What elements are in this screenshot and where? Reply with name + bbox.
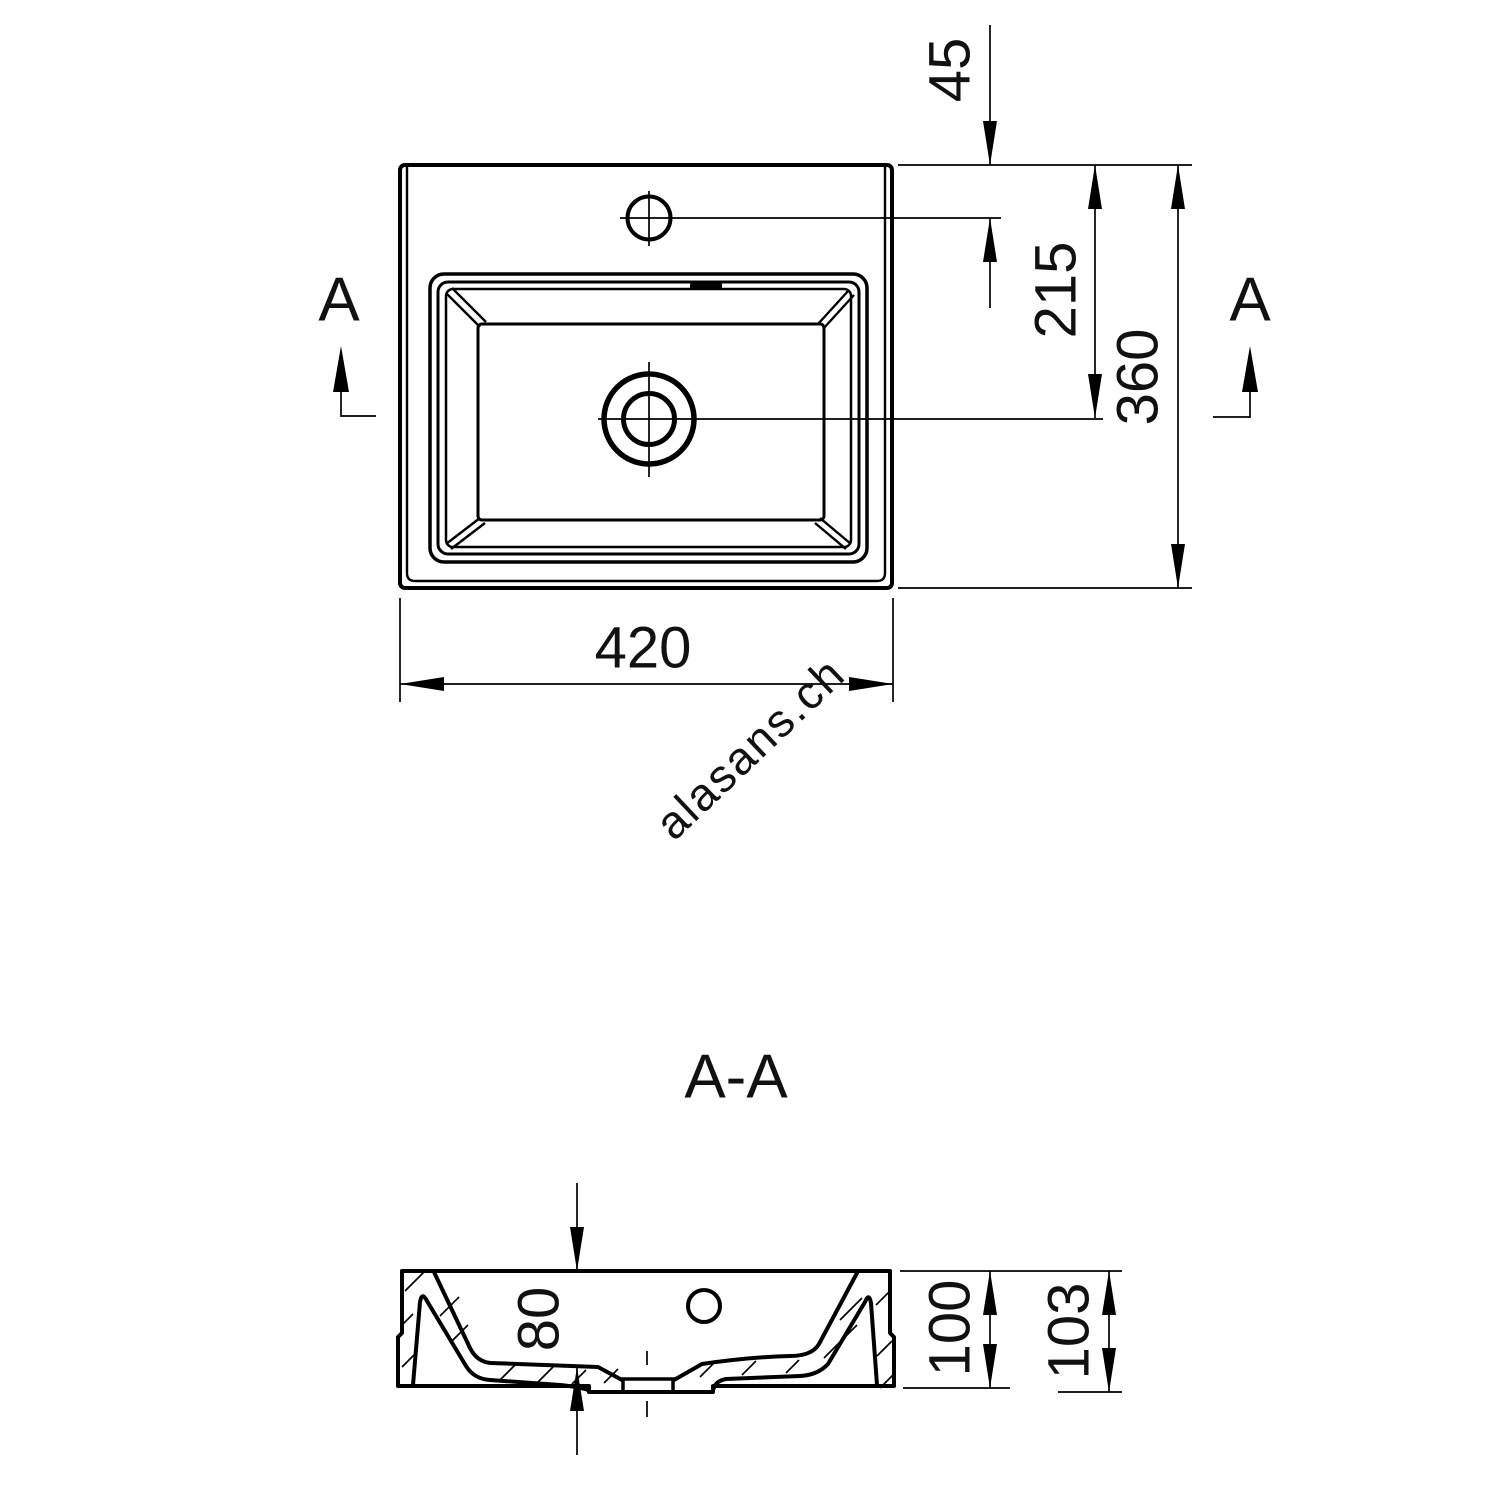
- dim-label-100: 100: [917, 1279, 983, 1377]
- arrow-right-icon: [849, 677, 893, 691]
- arrow-down-icon: [570, 1227, 584, 1271]
- top-view-dimensions: [318, 25, 1271, 702]
- arrow-down-icon: [1088, 374, 1102, 418]
- dim-label-215: 215: [1023, 241, 1089, 339]
- faucet-hole-section: [688, 1290, 720, 1322]
- section-cut-marker-left: [318, 266, 376, 417]
- section-cut-marker-right: [1213, 266, 1271, 418]
- section-arrow-up-icon: [1242, 346, 1258, 392]
- dim-overall-height: [1037, 1271, 1117, 1392]
- arrow-left-icon: [400, 677, 444, 691]
- arrow-down-icon: [1171, 544, 1185, 588]
- section-marker-label: A: [318, 265, 360, 335]
- arrow-down-icon: [1102, 1348, 1116, 1392]
- dim-basin-depth: [507, 1183, 585, 1455]
- dim-label-103: 103: [1036, 1282, 1102, 1380]
- dim-overall-depth: [1106, 165, 1186, 588]
- section-view: [398, 1043, 1122, 1456]
- top-view: [400, 165, 1103, 588]
- arrow-up-icon: [1088, 165, 1102, 209]
- dim-label-80: 80: [506, 1286, 572, 1352]
- section-marker-leader: [1213, 392, 1250, 417]
- dim-drain-offset: [1024, 165, 1103, 418]
- arrow-down-icon: [983, 121, 997, 165]
- watermark-text: alasans.ch: [645, 646, 855, 850]
- section-title: A-A: [684, 1042, 788, 1112]
- arrow-up-icon: [1171, 165, 1185, 209]
- faucet-hole: [620, 191, 1001, 246]
- dim-label-420: 420: [594, 615, 692, 681]
- basin-outer-surface-right: [714, 1297, 877, 1388]
- dim-label-360: 360: [1105, 328, 1171, 426]
- dim-faucet-offset: [918, 25, 998, 308]
- arrow-up-icon: [1102, 1271, 1116, 1315]
- arrow-down-icon: [983, 1344, 997, 1388]
- basin-floor: [478, 324, 824, 520]
- arrow-up-icon: [983, 218, 997, 262]
- section-arrow-up-icon: [333, 346, 349, 392]
- section-marker-leader: [341, 392, 376, 416]
- section-marker-label: A: [1229, 265, 1271, 335]
- arrow-up-icon: [983, 1271, 997, 1315]
- overflow-slot: [690, 283, 722, 290]
- dim-body-height: [918, 1271, 998, 1388]
- dim-label-45: 45: [917, 37, 983, 103]
